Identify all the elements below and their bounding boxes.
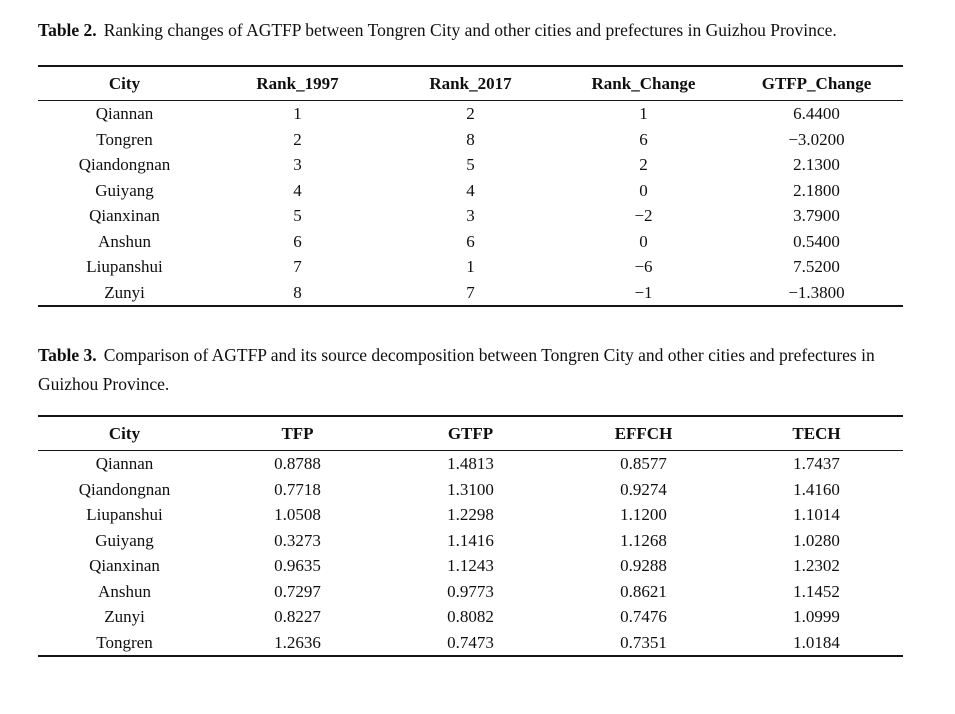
table-cell: 1.0184	[793, 632, 840, 652]
table-cell: −6	[634, 257, 653, 276]
table-row	[38, 451, 903, 477]
table-cell: 8	[293, 282, 302, 302]
table-cell: Tongren	[96, 632, 153, 652]
table-cell: 6	[639, 129, 648, 149]
table-cell: 1.1268	[620, 530, 667, 550]
table-cell: 1.4813	[447, 454, 494, 473]
table-cell: 1.1200	[620, 505, 667, 524]
table-cell: 0.8082	[447, 607, 494, 626]
column-header: GTFP	[384, 416, 557, 451]
table-cell: Qianxinan	[89, 206, 160, 225]
table-row	[38, 477, 903, 503]
table-cell: Qianxinan	[89, 556, 160, 575]
table-row	[38, 579, 903, 605]
table-cell: 0.8788	[274, 454, 321, 473]
table-cell: 0.8227	[274, 607, 321, 626]
table-cell: 0	[639, 180, 648, 200]
table-cell: 3	[293, 155, 302, 174]
table-cell: Qiandongnan	[78, 155, 171, 174]
table-cell: 1.2636	[274, 632, 321, 652]
column-header: GTFP_Change	[730, 66, 903, 101]
table-cell: 0.7718	[274, 479, 321, 499]
table-cell: 0.9773	[447, 581, 494, 601]
table-cell: 4	[466, 180, 475, 200]
table-cell: 0.3273	[274, 530, 321, 550]
table-cell: 1.1416	[447, 530, 494, 550]
table-cell: 3	[466, 206, 475, 225]
table-cell: 0.9274	[620, 479, 667, 499]
table-cell: 7	[466, 282, 475, 302]
table-row	[38, 101, 903, 127]
table-row	[38, 502, 903, 528]
table-cell: 3.7900	[793, 206, 840, 225]
table-cell: 0.9288	[620, 556, 667, 575]
table-cell: 8	[466, 129, 475, 149]
table-cell: 0.9635	[274, 556, 321, 575]
column-header: City	[38, 416, 211, 451]
table-2-caption-label: Table 2.	[38, 20, 97, 40]
column-header: EFFCH	[557, 416, 730, 451]
table-3-caption-label: Table 3.	[38, 345, 97, 365]
table-3	[38, 415, 903, 657]
table-cell: Anshun	[98, 581, 151, 601]
column-header: Rank_2017	[384, 66, 557, 101]
table-cell: Zunyi	[104, 607, 145, 626]
table-cell: 1.2298	[447, 505, 494, 524]
column-header: TFP	[211, 416, 384, 451]
table-cell: Guiyang	[95, 180, 154, 200]
column-header: Rank_Change	[557, 66, 730, 101]
table-row	[38, 178, 903, 204]
table-cell: 1.3100	[447, 479, 494, 499]
table-cell: 1.7437	[793, 454, 840, 473]
table-2-block	[38, 16, 903, 307]
table-cell: 1	[466, 257, 475, 276]
table-cell: 2	[639, 155, 648, 174]
table-cell: 1	[639, 104, 648, 123]
table-row	[38, 630, 903, 657]
table-3-caption	[38, 341, 903, 399]
table-cell: 1.1243	[447, 556, 494, 575]
table-cell: 1	[293, 104, 302, 123]
table-cell: −3.0200	[788, 129, 845, 149]
table-cell: 0.8621	[620, 581, 667, 601]
table-cell: Qiannan	[95, 454, 154, 473]
table-cell: −2	[634, 206, 653, 225]
column-header: City	[38, 66, 211, 101]
table-2-caption-text: Ranking changes of AGTFP between Tongren City and other cities and prefectures in Guizhou Province.	[103, 20, 837, 40]
table-cell: 2.1800	[793, 180, 840, 200]
table-cell: 0.8577	[620, 454, 667, 473]
table-cell: 6	[293, 231, 302, 251]
table-cell: 1.1014	[793, 505, 840, 524]
table-cell: 0.7351	[620, 632, 667, 652]
table-row	[38, 152, 903, 178]
table-cell: 5	[466, 155, 475, 174]
table-row	[38, 604, 903, 630]
column-header: Rank_1997	[211, 66, 384, 101]
table-cell: Liupanshui	[86, 257, 163, 276]
table-cell: 0.7476	[620, 607, 667, 626]
table-cell: 2.1300	[793, 155, 840, 174]
table-cell: 1.2302	[793, 556, 840, 575]
table-cell: 6	[466, 231, 475, 251]
table-cell: Anshun	[98, 231, 151, 251]
table-cell: Guiyang	[95, 530, 154, 550]
table-cell: 1.4160	[793, 479, 840, 499]
table-row	[38, 553, 903, 579]
table-row	[38, 280, 903, 307]
table-cell: Qiandongnan	[78, 479, 171, 499]
table-2-caption	[38, 16, 903, 45]
table-cell: 6.4400	[793, 104, 840, 123]
header-row	[38, 66, 903, 101]
table-cell: 1.0999	[793, 607, 840, 626]
table-cell: 0.7473	[447, 632, 494, 652]
table-cell: −1.3800	[788, 282, 845, 302]
table-cell: 1.0508	[274, 505, 321, 524]
table-row	[38, 229, 903, 255]
column-header: TECH	[730, 416, 903, 451]
table-3-caption-text: Comparison of AGTFP and its source decomposition between Tongren City and other cities and prefectures in Guizhou Province.	[38, 345, 875, 394]
header-row	[38, 416, 903, 451]
table-cell: 7	[293, 257, 302, 276]
table-cell: Tongren	[96, 129, 153, 149]
table-cell: Qiannan	[95, 104, 154, 123]
table-cell: −1	[634, 282, 653, 302]
table-cell: 1.0280	[793, 530, 840, 550]
table-row	[38, 528, 903, 554]
table-cell: 2	[293, 129, 302, 149]
table-cell: 7.5200	[793, 257, 840, 276]
table-row	[38, 254, 903, 280]
table-cell: 0.7297	[274, 581, 321, 601]
table-2	[38, 65, 903, 307]
table-cell: 2	[466, 104, 475, 123]
table-cell: Zunyi	[104, 282, 145, 302]
table-3-block	[38, 341, 903, 657]
table-row	[38, 203, 903, 229]
table-row	[38, 127, 903, 153]
table-cell: 0	[639, 231, 648, 251]
table-cell: 4	[293, 180, 302, 200]
table-cell: 0.5400	[793, 231, 840, 251]
table-cell: 5	[293, 206, 302, 225]
table-cell: Liupanshui	[86, 505, 163, 524]
table-cell: 1.1452	[793, 581, 840, 601]
